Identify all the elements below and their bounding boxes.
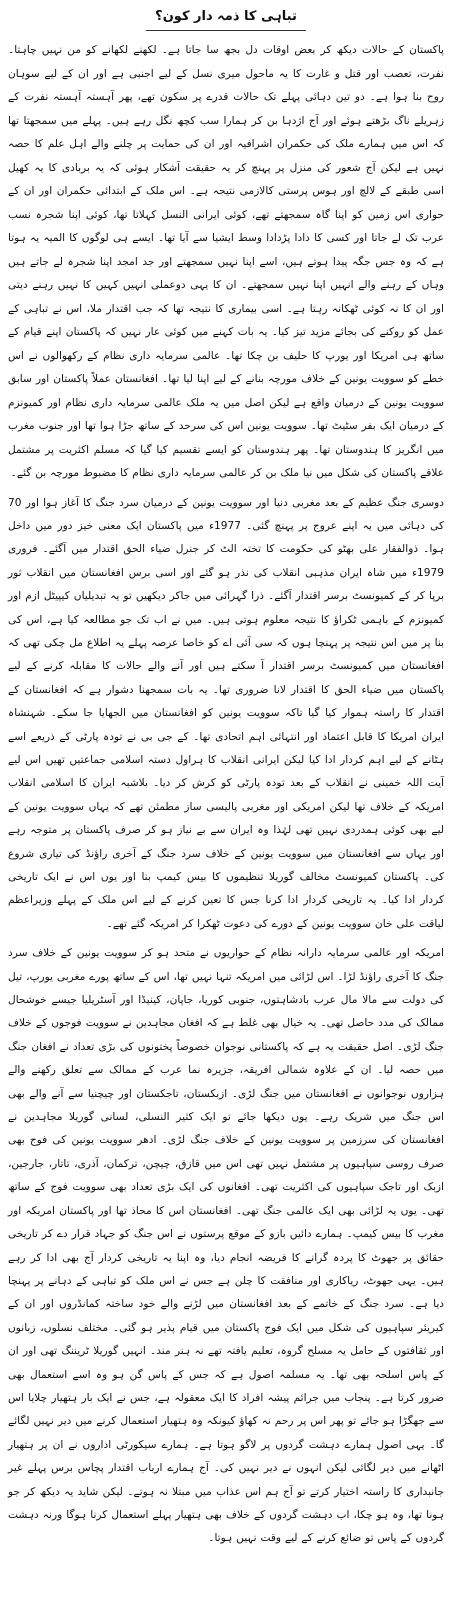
title-underline [146, 30, 306, 31]
article-paragraph: دوسری جنگ عظیم کے بعد مغربی دنیا اور سوویت یونین کے درمیان سرد جنگ کا آغاز ہوا اور 70 کی دہائی میں یہ اپنے عروج پر پہنچ گئی۔ 1977ء میں پاکستان ایک معنی خیز دور میں داخل ہوا۔ ذوالفقار علی بھٹو کی حکومت کا تختہ الٹ کر جنرل ضیاء الحق اقتدار میں آگئے۔ فروری 1979ء میں شاہ ایران مذہبی انقلاب کی نذر ہو گئے اور اسی برس افغانستان میں انقلاب ثور برپا کر کے کمیونسٹ برسر اقتدار آگئے۔ ذرا گہرائی میں جاکر دیکھیں تو یہ تبدیلیاں کیپیٹل ازم اور کمیونزم کے باہمی ٹکراؤ کا نتیجہ معلوم ہوتی ہیں۔ میں نے اب تک جو مطالعہ کیا ہے، اس کی بنا پر میں اس نتیجہ پر پہنچا ہوں کہ سی آئی اے کو خاصا عرصہ پہلے یہ اطلاع مل چکی تھی کہ افغانستان میں کمیونسٹ برسر اقتدار آ سکتے ہیں اور آنے والے حالات کا مقابلہ کرنے کے لیے پاکستان میں ضیاء الحق کا اقتدار لانا ضروری تھا۔ یہ بات سمجھنا دشوار ہے کہ افغانستان کے اقتدار کا راستہ ہموار کیا گیا تاکہ سوویت یونین کو افغانستان میں الجھایا جا سکے۔ شہنشاہ ایران امریکا کا قابل اعتماد اور انتہائی اہم اتحادی تھا۔ کے جی بی نے تودہ پارٹی کے ذریعے اسے ہٹانے کے لیے اہم کردار ادا کیا لیکن ایرانی انقلاب کا ہراول دستہ اسلامی جماعتیں تھیں اس لیے آیت اللہ خمینی نے انقلاب کے بعد تودہ پارٹی کو کرش کر دیا۔ بلاشبہ ایران کا اسلامی انقلاب امریکہ کے خلاف تھا لیکن امریکی اور مغربی پالیسی ساز مطمئن تھے کہ یہاں سوویت یونین کے لیے بھی کوئی ہمدردی نہیں تھی لہٰذا وہ ایران سے بے نیاز ہو کر صرف پاکستان پر متوجہ رہے اور یہاں سے افغانستان میں سوویت یونین کے خلاف سرد جنگ کے آخری راؤنڈ کی تیاری شروع کی۔ پاکستان کمیونسٹ مخالف گوریلا تنظیموں کا بیس کیمپ بنا اور یوں اس نے ایک تاریخی کردار ادا کیا۔ یہ تاریخی کردار ادا کرنا جس کا تعین کرنے کے لیے اس ملک کے پہلے وزیراعظم لیاقت علی خان سوویت یونین کے دورے کی دعوت ٹھکرا کر امریکہ گئے تھے۔ [8, 496, 444, 930]
article-paragraph: پاکستان کے حالات دیکھ کر بعض اوقات دل بجھ سا جاتا ہے۔ لکھنے لکھانے کو من نہیں چاہتا۔ نفرت، تعصب اور قتل و غارت کا یہ ماحول میری نسل کے لیے اجنبی ہے اور ان کے لیے سوہان روح بنا ہوا ہے۔ دو تین دہائی پہلے تک حالات قدرے پر سکون تھے، پھر آہستہ آہستہ نفرت کے زہریلے ناگ بڑھتے ہوئے اور آج اژدہا بن کر ہمارا سب کچھ نگل رہے ہیں۔ پہلے میں سمجھتا تھا کہ اس میں ہمارے ملک کی حکمران اشرافیہ اور ان کی حمایت پر چلنے والے اہل علم کا حصہ نہیں ہے لیکن آج شعور کی منزل پر پہنچ کر یہ حقیقت آشکار ہوئی کہ یہ بربادی کا یہ کھیل اسی طبقے کے لالچ اور ہوس پرستی کالازمی نتیجہ ہے۔ اس ملک کے ابتدائی حکمران اور ان کے حواری اس زمین کو اپنا گاہ سمجھتے تھے، کوئی ایرانی النسل کہلاتا تھا، کوئی اپنا شجرہ نسب عرب تک لے جاتا اور کسی کا دادا پڑدادا وسط ایشیا سے آیا تھا۔ ایسے ہی لوگوں کا المیہ یہ ہوتا ہے کہ وہ جس جگہ پیدا ہوتے ہیں، اسے اپنا نہیں سمجھتے اور جد امجد اپنا شجرہ لے جاتے ہیں وہاں کے رہنے والے انہیں اپنا نہیں سمجھتے۔ ان کا یہی دوعملی انہیں کہیں کا نہیں رہنے دیتی اور ان کا نہ کوئی ٹھکانہ رہتا ہے۔ اسی بیماری کا نتیجہ تھا کہ جب اقتدار ملا، اس نے تباہی کے عمل کو روکنے کی بجائے مزید تیز کیا۔ یہ بات کہنے میں کوئی عار نہیں کہ پاکستان اپنے قیام کے ساتھ ہی امریکا اور یورپ کا حلیف بن چکا تھا۔ عالمی سرمایہ داری نظام کے رکھوالوں نے اس خطے کو سوویت یونین کے خلاف مورچہ بنانے کے لیے اپنا لیا تھا۔ افغانستان عملاً پاکستان اور سابق سوویت یونین کے درمیان واقع ہے لیکن اصل میں یہ ملک عالمی سرمایہ داری نظام اور کمیونزم کے درمیان ایک بفر سٹیٹ تھا۔ سوویت یونین اس کی سرحد کے ساتھ جڑا ہوا تھا اور جنوب مغرب میں انگریز کا ہندوستان تھا۔ پھر ہندوستان کو ایسے تقسیم کیا گیا کہ مسلم اکثریت پر مشتمل علاقے پاکستان کی شکل میں نیا ملک بن کر عالمی سرمایہ داری نظام کا مضبوط مورچہ بن گئے۔ [8, 44, 444, 479]
article-paragraph: امریکہ اور عالمی سرمایہ دارانہ نظام کے حواریوں نے متحد ہو کر سوویت یونین کے خلاف سرد جنگ کا آخری راؤنڈ لڑا۔ اس لڑائی میں امریکہ تنہا نہیں تھا، اس کے ساتھ پورے مغربی یورپ، تیل کی دولت سے مالا مال عرب بادشاہتوں، جنوبی کوریا، جاپان، کینیڈا اور آسٹریلیا جیسے خوشحال ممالک کی مدد حاصل تھی۔ یہ خیال بھی غلط ہے کہ افغان مجاہدین نے سوویت فوجوں کے خلاف جنگ لڑی۔ اصل حقیقت یہ ہے کہ پاکستانی نوجوان خصوصاً پختونوں کی بڑی تعداد نے افغان جنگ میں حصہ لیا۔ ان کے علاوہ شمالی افریقہ، جزیرہ نما عرب کے ممالک سے تعلق رکھنے والے ہزاروں نوجوانوں نے افغانستان میں جنگ لڑی۔ ازبکستان، تاجکستان اور چیچنیا سے آنے والے بھی اس جنگ میں شریک رہے۔ یوں دیکھا جائے تو ایک کثیر النسلی، لسانی گوریلا مجاہدین نے افغانستان کی سرزمین پر سوویت یونین کے خلاف جنگ لڑی۔ ادھر سوویت یونین کی فوج بھی صرف روسی سپاہیوں پر مشتمل نہیں تھی اس میں قازق، چیچن، ترکمان، آذری، تاتار، جارجین، ازبک اور تاجک سپاہیوں کی اکثریت تھی۔ افغانوں کی ایک بڑی تعداد بھی سوویت فوج کے ساتھ تھی۔ یوں یہ لڑائی بھی ایک عالمی جنگ تھی۔ افغانستان اس کا محاذ تھا اور پاکستان امریکہ اور مغرب کا بیس کیمپ۔ ہمارے دائیں بازو کے موقع پرستوں نے اس جنگ کو جہاد قرار دے کر تاریخی حقائق پر جھوٹ کا پردہ گرانے کا فریضہ انجام دیا، وہ اپنا یہ تاریخی کردار آج بھی ادا کر رہے ہیں۔ یہی جھوٹ، ریاکاری اور منافقت کا چلن ہے جس نے اس ملک کو تباہی کے دہانے پر پہنچا دیا ہے۔ سرد جنگ کے خاتمے کے بعد افغانستان میں لڑنے والے خود ساختہ کمانڈروں اور ان کے کیریئر سپاہیوں کی شکل میں ایک فوج پاکستان میں قیام پذیر ہو گئی۔ مختلف نسلوں، زبانوں اور ثقافتوں کے حامل یہ مسلح گروہ، تعلیم یافتہ تھے نہ ہنر مند۔ انہیں گوریلا ٹریننگ تھی اور ان کے پاس اسلحہ بھی تھا۔ یہ مسلمہ اصول ہے کہ جس کے پاس گن ہو وہ اسے استعمال بھی ضرور کرتا ہے۔ پنجاب میں جرائم پیشہ افراد کا ایک معقولہ ہے، جس نے ایک بار ہتھیار چلایا اس سے جھگڑا ہو جائے تو پھر اس پر رحم نہ کھاؤ کیونکہ وہ ہتھیار استعمال کرنے میں دیر نہیں لگائے گا۔ یہی اصول ہمارے دہشت گردوں پر لاگو ہوتا ہے۔ ہمارے سیکورٹی اداروں نے ان پر ہتھیار اٹھانے میں دیر لگائی لیکن انہوں نے دیر نہیں کی۔ آج ہمارے ارباب اقتدار پچاس برس پہلے غیر جانبداری کا راستہ اختیار کرتے تو آج ہم اس عذاب میں مبتلا نہ ہوتے۔ لیکن شاید یہ دیکھ کر جو ہونا تھا، وہ ہو چکا، اب دہشت گردوں کے خلاف بھی ہتھیار پہلے استعمال کرنا ہوگا ورنہ دہشت گردوں کے پاس تو ضائع کرنے کے لیے وقت نہیں ہوتا۔ [8, 947, 444, 1545]
article-title: تباہی کا ذمہ دار کون؟ [155, 9, 297, 24]
